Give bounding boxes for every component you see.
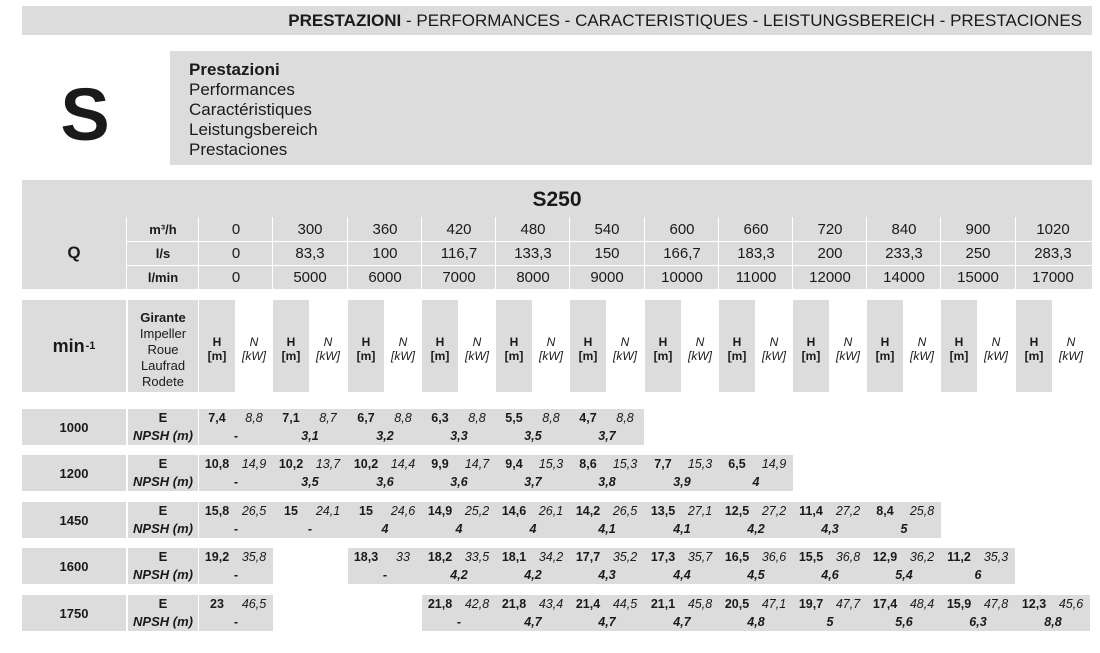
- power-value: 8,8: [394, 411, 412, 425]
- flow-m3h-cell: 0: [231, 221, 241, 238]
- col-head-n-symbol: N: [620, 335, 630, 349]
- model-title: S250: [22, 180, 1092, 217]
- flow-grid-line: [1015, 217, 1016, 289]
- power-value: 14,9: [761, 457, 787, 471]
- npsh-value: 3,5: [524, 429, 542, 443]
- impeller-it: Girante: [140, 310, 186, 325]
- flow-m3h-cell: 540: [594, 221, 620, 238]
- npsh-value: 3,9: [673, 475, 691, 489]
- col-head-h-unit: [m]: [653, 349, 673, 363]
- head-value: 12,3: [1021, 597, 1047, 611]
- row-label-npsh: NPSH (m): [133, 428, 193, 443]
- power-value: 27,2: [835, 504, 861, 518]
- flow-ls-cell: 83,3: [295, 245, 325, 262]
- npsh-value: 4,2: [747, 522, 765, 536]
- col-head-h: [719, 300, 755, 392]
- row-label-e: E: [158, 410, 168, 425]
- power-value: 34,2: [538, 550, 564, 564]
- head-value: 15,9: [946, 597, 972, 611]
- col-head-h-symbol: H: [509, 335, 519, 349]
- flow-grid-line: [272, 217, 273, 289]
- power-value: 47,7: [835, 597, 861, 611]
- flow-lmin-cell: 6000: [368, 269, 402, 286]
- npsh-value: 6,3: [969, 615, 987, 629]
- flow-grid-line: [792, 217, 793, 289]
- col-head-h-symbol: H: [212, 335, 222, 349]
- col-head-n-unit: [kW]: [762, 349, 786, 363]
- head-value: 10,2: [278, 457, 304, 471]
- col-head-h-unit: [m]: [1024, 349, 1044, 363]
- power-value: 8,8: [468, 411, 486, 425]
- npsh-value: 4: [455, 522, 463, 536]
- power-value: 14,4: [390, 457, 416, 471]
- title-it: Prestazioni: [189, 60, 280, 79]
- flow-lmin-cell: 14000: [883, 269, 925, 286]
- speed-unit: min: [52, 335, 85, 356]
- npsh-value: 4,5: [747, 568, 765, 582]
- flow-lmin-cell: 12000: [809, 269, 851, 286]
- col-head-n-unit: [kW]: [316, 349, 340, 363]
- col-head-h-unit: [m]: [801, 349, 821, 363]
- head-value: 21,1: [650, 597, 676, 611]
- flow-unit-lmin: l/min: [147, 270, 179, 285]
- power-value: 47,8: [983, 597, 1009, 611]
- title-en: Performances: [189, 80, 295, 99]
- npsh-value: 3,2: [376, 429, 394, 443]
- flow-grid-line: [198, 217, 199, 289]
- power-value: 8,8: [245, 411, 263, 425]
- npsh-value: 3,5: [301, 475, 319, 489]
- col-head-n-unit: [kW]: [613, 349, 637, 363]
- col-head-n: [309, 300, 347, 392]
- power-value: 35,2: [612, 550, 638, 564]
- npsh-value: 4,2: [450, 568, 468, 582]
- power-value: 8,8: [616, 411, 634, 425]
- col-head-h-unit: [m]: [949, 349, 969, 363]
- flow-ls-cell: 100: [372, 245, 398, 262]
- col-head-h-symbol: H: [732, 335, 742, 349]
- power-value: 26,1: [538, 504, 564, 518]
- head-value: 17,7: [575, 550, 601, 564]
- head-value: 4,7: [579, 411, 597, 425]
- head-value: 17,3: [650, 550, 676, 564]
- flow-lmin-cell: 0: [231, 269, 241, 286]
- col-head-n-unit: [kW]: [1059, 349, 1083, 363]
- col-head-n-unit: [kW]: [984, 349, 1008, 363]
- flow-ls-cell: 116,7: [440, 245, 478, 262]
- head-value: 11,4: [799, 504, 823, 518]
- npsh-value: 4,6: [821, 568, 839, 582]
- col-head-h-symbol: H: [954, 335, 964, 349]
- flow-m3h-cell: 1020: [1036, 221, 1070, 238]
- npsh-value: 4,3: [598, 568, 616, 582]
- flow-m3h-cell: 660: [743, 221, 769, 238]
- flow-grid-line: [495, 217, 496, 289]
- flow-lmin-cell: 8000: [516, 269, 550, 286]
- col-head-n: [606, 300, 644, 392]
- col-head-n-unit: [kW]: [539, 349, 563, 363]
- col-head-n: [681, 300, 719, 392]
- power-value: 45,8: [687, 597, 713, 611]
- npsh-value: 4: [381, 522, 389, 536]
- col-head-n-symbol: N: [323, 335, 333, 349]
- npsh-value: 4,7: [673, 615, 691, 629]
- power-value: 25,2: [464, 504, 490, 518]
- col-head-n-unit: [kW]: [391, 349, 415, 363]
- head-value: 6,3: [431, 411, 449, 425]
- title-de: Leistungsbereich: [189, 120, 318, 139]
- col-head-n-unit: [kW]: [910, 349, 934, 363]
- power-value: 15,3: [538, 457, 564, 471]
- power-value: 8,7: [319, 411, 337, 425]
- npsh-value: 3,8: [598, 475, 616, 489]
- power-value: 36,6: [761, 550, 787, 564]
- power-value: 15,3: [687, 457, 713, 471]
- head-value: 7,7: [654, 457, 672, 471]
- npsh-value: -: [382, 568, 388, 582]
- head-value: 11,2: [947, 550, 971, 564]
- npsh-value: 3,7: [598, 429, 616, 443]
- flow-ls-cell: 133,3: [514, 245, 552, 262]
- col-head-h-unit: [m]: [207, 349, 227, 363]
- col-head-n-symbol: N: [769, 335, 779, 349]
- flow-grid-line: [126, 217, 127, 289]
- head-value: 15: [284, 504, 298, 518]
- flow-grid-line: [940, 217, 941, 289]
- flow-ls-cell: 200: [817, 245, 843, 262]
- npsh-value: 4,1: [673, 522, 691, 536]
- power-value: 33,5: [464, 550, 490, 564]
- row-label-npsh: NPSH (m): [133, 474, 193, 489]
- col-head-h-unit: [m]: [727, 349, 747, 363]
- head-value: 14,6: [501, 504, 527, 518]
- flow-ls-cell: 150: [594, 245, 620, 262]
- npsh-value: 4,7: [524, 615, 542, 629]
- npsh-value: 5: [826, 615, 834, 629]
- npsh-value: 3,3: [450, 429, 468, 443]
- col-head-n-unit: [kW]: [465, 349, 489, 363]
- row-label-e: E: [158, 596, 168, 611]
- flow-lmin-cell: 10000: [661, 269, 703, 286]
- flow-m3h-cell: 300: [297, 221, 323, 238]
- col-head-h: [496, 300, 532, 392]
- flow-m3h-cell: 840: [891, 221, 917, 238]
- flow-unit-ls: l/s: [155, 246, 171, 261]
- col-head-n-unit: [kW]: [836, 349, 860, 363]
- flow-lmin-cell: 17000: [1032, 269, 1074, 286]
- col-head-h: [867, 300, 903, 392]
- npsh-value: 3,6: [450, 475, 468, 489]
- power-value: 24,1: [315, 504, 341, 518]
- col-head-n-symbol: N: [991, 335, 1001, 349]
- col-head-h: [570, 300, 606, 392]
- head-value: 18,1: [501, 550, 527, 564]
- col-head-h-symbol: H: [1029, 335, 1039, 349]
- npsh-value: 4,3: [821, 522, 839, 536]
- power-value: 24,6: [390, 504, 416, 518]
- head-value: 15,5: [798, 550, 824, 564]
- npsh-value: -: [233, 615, 239, 629]
- flow-lmin-cell: 15000: [957, 269, 999, 286]
- col-head-n-symbol: N: [546, 335, 556, 349]
- power-value: 45,6: [1058, 597, 1084, 611]
- npsh-value: 4: [529, 522, 537, 536]
- impeller-label: [128, 300, 198, 392]
- power-value: 35,8: [241, 550, 267, 564]
- rpm-label: 1600: [22, 548, 126, 584]
- col-head-n: [235, 300, 273, 392]
- power-value: 14,7: [464, 457, 490, 471]
- power-value: 36,8: [835, 550, 861, 564]
- head-value: 6,5: [728, 457, 746, 471]
- col-head-n-symbol: N: [398, 335, 408, 349]
- col-head-n-symbol: N: [472, 335, 482, 349]
- col-head-n: [1052, 300, 1090, 392]
- col-head-h-unit: [m]: [281, 349, 301, 363]
- power-value: 35,3: [983, 550, 1009, 564]
- flow-grid-line: [866, 217, 867, 289]
- col-head-n-symbol: N: [249, 335, 259, 349]
- flow-grid-line: [569, 217, 570, 289]
- npsh-value: -: [456, 615, 462, 629]
- flow-m3h-cell: 900: [965, 221, 991, 238]
- head-value: 10,8: [204, 457, 230, 471]
- head-value: 9,4: [505, 457, 523, 471]
- flow-grid-line: [644, 217, 645, 289]
- npsh-value: -: [307, 522, 313, 536]
- flow-ls-cell: 183,3: [737, 245, 775, 262]
- col-head-n: [829, 300, 867, 392]
- head-value: 12,5: [724, 504, 750, 518]
- col-head-n-unit: [kW]: [688, 349, 712, 363]
- flow-lmin-cell: 7000: [442, 269, 476, 286]
- rpm-label: 1200: [22, 455, 126, 491]
- flow-m3h-cell: 420: [446, 221, 472, 238]
- col-head-h: [941, 300, 977, 392]
- col-head-n: [384, 300, 422, 392]
- npsh-value: 4,2: [524, 568, 542, 582]
- col-head-n-unit: [kW]: [242, 349, 266, 363]
- col-head-h-unit: [m]: [430, 349, 450, 363]
- page-header: [22, 6, 1092, 35]
- power-value: 13,7: [315, 457, 341, 471]
- npsh-value: 5,6: [895, 615, 913, 629]
- impeller-en: Impeller: [139, 326, 187, 341]
- head-value: 23: [210, 597, 224, 611]
- section-title-box: [170, 51, 1092, 165]
- col-head-h: [422, 300, 458, 392]
- col-head-h-symbol: H: [658, 335, 668, 349]
- row-label-e: E: [158, 549, 168, 564]
- flow-ls-cell: 250: [965, 245, 991, 262]
- impeller-fr: Roue: [147, 342, 179, 357]
- npsh-value: -: [233, 568, 239, 582]
- row-label-e: E: [158, 503, 168, 518]
- power-value: 47,1: [761, 597, 787, 611]
- col-head-h: [273, 300, 309, 392]
- head-value: 8,6: [579, 457, 597, 471]
- col-head-n: [977, 300, 1015, 392]
- npsh-value: 4,8: [747, 615, 765, 629]
- rpm-label: 1450: [22, 502, 126, 538]
- power-value: 25,8: [909, 504, 935, 518]
- flow-m3h-cell: 600: [669, 221, 695, 238]
- impeller-de: Laufrad: [140, 358, 186, 373]
- series-letter: S: [60, 73, 110, 156]
- q-label: Q: [67, 243, 81, 262]
- npsh-value: -: [233, 429, 239, 443]
- flow-m3h-cell: 360: [372, 221, 398, 238]
- power-value: 27,2: [761, 504, 787, 518]
- power-value: 42,8: [464, 597, 490, 611]
- head-value: 21,8: [501, 597, 527, 611]
- head-value: 19,2: [204, 550, 230, 564]
- npsh-value: 6: [974, 568, 982, 582]
- col-head-h-unit: [m]: [504, 349, 524, 363]
- npsh-value: -: [233, 522, 239, 536]
- head-value: 7,1: [282, 411, 300, 425]
- col-head-h: [1016, 300, 1052, 392]
- col-head-h-symbol: H: [435, 335, 445, 349]
- power-value: 26,5: [241, 504, 267, 518]
- head-value: 10,2: [353, 457, 379, 471]
- head-value: 21,8: [427, 597, 453, 611]
- npsh-value: 8,8: [1044, 615, 1062, 629]
- flow-ls-cell: 166,7: [663, 245, 701, 262]
- col-head-n: [755, 300, 793, 392]
- head-value: 14,9: [427, 504, 453, 518]
- power-value: 14,9: [241, 457, 267, 471]
- head-value: 9,9: [431, 457, 449, 471]
- power-value: 27,1: [687, 504, 713, 518]
- col-head-h-symbol: H: [583, 335, 593, 349]
- row-label-npsh: NPSH (m): [133, 521, 193, 536]
- npsh-value: 3,7: [524, 475, 542, 489]
- col-head-n: [458, 300, 496, 392]
- impeller-es: Rodete: [142, 374, 184, 389]
- row-label-e: E: [158, 456, 168, 471]
- flow-lmin-cell: 9000: [590, 269, 624, 286]
- flow-m3h-cell: 720: [817, 221, 843, 238]
- power-value: 43,4: [538, 597, 564, 611]
- col-head-h-symbol: H: [286, 335, 296, 349]
- row-label-npsh: NPSH (m): [133, 567, 193, 582]
- head-value: 8,4: [876, 504, 894, 518]
- power-value: 48,4: [909, 597, 935, 611]
- header-title-bold: PRESTAZIONI: [288, 10, 402, 30]
- col-head-n-symbol: N: [695, 335, 705, 349]
- head-value: 7,4: [208, 411, 226, 425]
- col-head-h-unit: [m]: [875, 349, 895, 363]
- flow-ls-cell: 233,3: [885, 245, 923, 262]
- header-title-rest: - PERFORMANCES - CARACTERISTIQUES - LEISTUNGSBEREICH - PRESTACIONES: [401, 10, 1082, 30]
- head-value: 15: [359, 504, 373, 518]
- col-head-n: [903, 300, 941, 392]
- col-head-n-symbol: N: [917, 335, 927, 349]
- flow-unit-m3h: m³/h: [149, 222, 177, 237]
- flow-lmin-cell: 5000: [293, 269, 327, 286]
- head-value: 18,2: [427, 550, 453, 564]
- power-value: 44,5: [612, 597, 638, 611]
- title-es: Prestaciones: [189, 140, 288, 159]
- flow-lmin-cell: 11000: [735, 269, 777, 286]
- col-head-h-unit: [m]: [356, 349, 376, 363]
- speed-label: [22, 300, 126, 392]
- head-value: 20,5: [724, 597, 750, 611]
- rpm-label: 1750: [22, 595, 126, 631]
- col-head-h-unit: [m]: [578, 349, 598, 363]
- head-value: 6,7: [357, 411, 375, 425]
- npsh-value: 4,1: [598, 522, 616, 536]
- speed-unit-exponent: -1: [85, 340, 96, 352]
- col-head-h-symbol: H: [880, 335, 890, 349]
- col-head-n-symbol: N: [1066, 335, 1076, 349]
- col-head-h: [348, 300, 384, 392]
- col-head-h: [645, 300, 681, 392]
- npsh-value: 5: [900, 522, 908, 536]
- power-value: 36,2: [909, 550, 935, 564]
- head-value: 17,4: [872, 597, 898, 611]
- head-value: 18,3: [353, 550, 379, 564]
- flow-grid-line: [718, 217, 719, 289]
- head-value: 15,8: [204, 504, 230, 518]
- col-head-n: [532, 300, 570, 392]
- flow-m3h-cell: 480: [520, 221, 546, 238]
- head-value: 12,9: [872, 550, 898, 564]
- head-value: 19,7: [798, 597, 824, 611]
- npsh-value: 4: [752, 475, 760, 489]
- rpm-label: 1000: [22, 409, 126, 445]
- flow-ls-cell: 283,3: [1034, 245, 1072, 262]
- power-value: 8,8: [542, 411, 560, 425]
- flow-ls-cell: 0: [231, 245, 241, 262]
- power-value: 15,3: [612, 457, 638, 471]
- col-head-h: [793, 300, 829, 392]
- npsh-value: 4,4: [673, 568, 691, 582]
- power-value: 35,7: [687, 550, 713, 564]
- col-head-h-symbol: H: [806, 335, 816, 349]
- head-value: 21,4: [575, 597, 601, 611]
- col-head-h-symbol: H: [361, 335, 371, 349]
- power-value: 33: [396, 550, 410, 564]
- power-value: 26,5: [612, 504, 638, 518]
- flow-grid-line: [421, 217, 422, 289]
- row-label-npsh: NPSH (m): [133, 614, 193, 629]
- head-value: 13,5: [650, 504, 676, 518]
- col-head-n-symbol: N: [843, 335, 853, 349]
- col-head-h: [199, 300, 235, 392]
- flow-grid-line: [347, 217, 348, 289]
- npsh-value: 5,4: [895, 568, 913, 582]
- power-value: 46,5: [241, 597, 267, 611]
- npsh-value: -: [233, 475, 239, 489]
- head-value: 16,5: [724, 550, 750, 564]
- npsh-value: 3,1: [301, 429, 319, 443]
- head-value: 14,2: [575, 504, 601, 518]
- head-value: 5,5: [505, 411, 523, 425]
- npsh-value: 3,6: [376, 475, 394, 489]
- title-fr: Caractéristiques: [189, 100, 312, 119]
- npsh-value: 4,7: [598, 615, 616, 629]
